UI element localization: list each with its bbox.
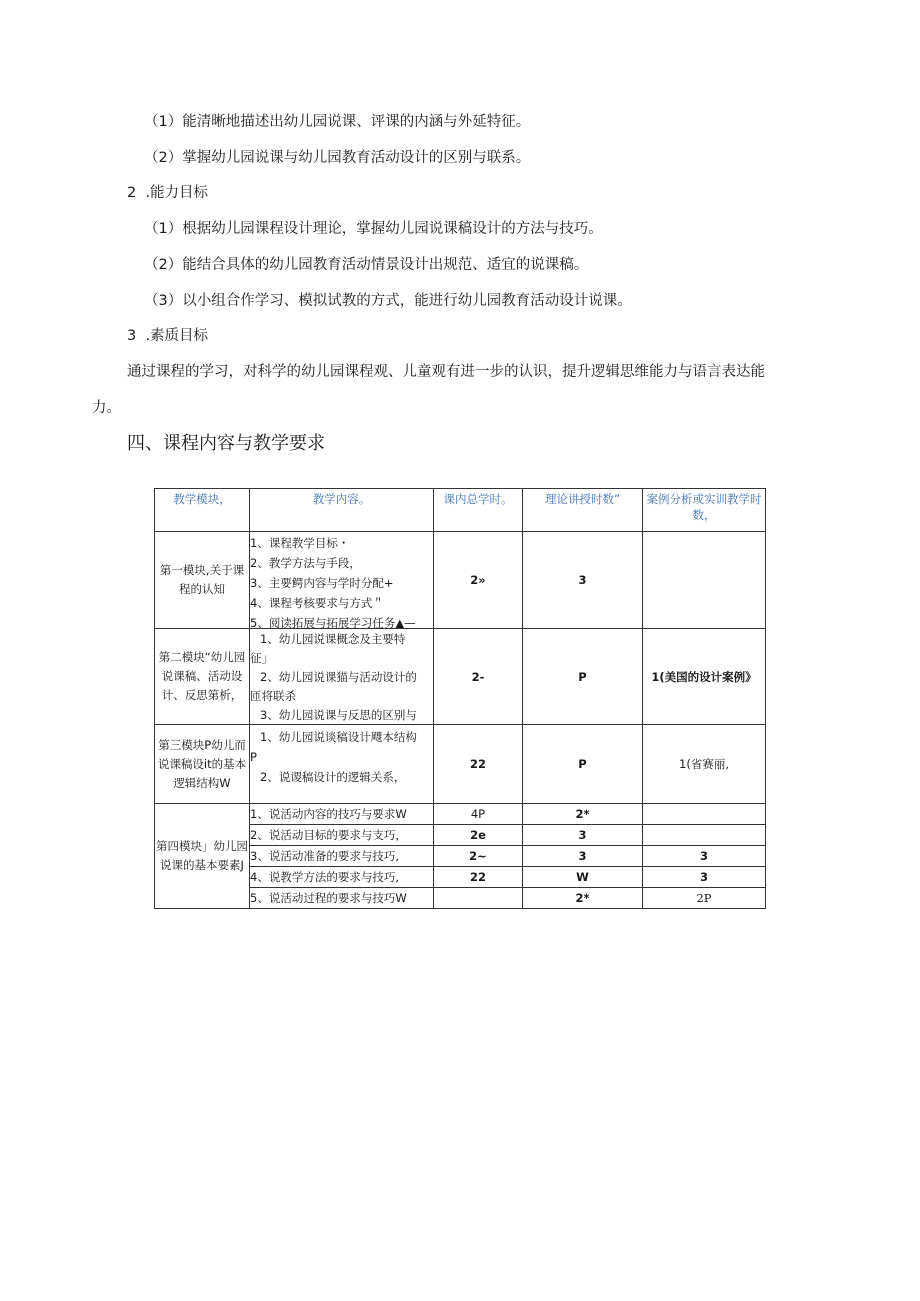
ability-goal-1: （1）根据幼儿园课程设计理论，掌握幼儿园说课稿设计的方法与技巧。 [144,221,603,237]
theory-hours-cell: P [523,629,643,725]
content-line: 1、幼儿园说课概念及主要特 [260,631,406,646]
content-line: 4、课程考核要求与方式＂ [250,595,384,610]
ability-goal-2: （2）能结合具体的幼儿园教育活动情景设计出规范、适宜的说课稿。 [144,257,589,273]
practice-hours-cell: 1(省赛丽, [643,725,766,804]
quality-goal-line-1: 通过课程的学习，对科学的幼儿园课程观、儿童观有进一步的认识，提升逻辑思维能力与语言表达能 [127,364,765,380]
theory-hours-cell: 3 [523,825,643,846]
content-cell: 3、说活动准备的要求与技巧, [250,846,434,867]
content-line: 1、幼儿园说谈稿设计飕本结构 [260,730,417,744]
content-cell: 4、说教学方法的要求与技巧, [250,867,434,888]
header-practice-hours: 案例分析或实训教学时数， [643,489,766,532]
practice-hours-cell [643,804,766,825]
ability-goal-3: （3）以小组合作学习、模拟试教的方式，能进行幼儿园教育活动设计说课。 [144,293,632,309]
content-line: 2、幼儿园说课猫与活动设计的 [260,669,417,684]
knowledge-goal-2: （2）掌握幼儿园说课与幼儿园教育活动设计的区别与联系。 [144,150,531,166]
table-row [155,532,766,629]
total-hours-cell: 2~ [434,846,523,867]
table-row [155,629,766,725]
knowledge-goal-1: （1）能清晰地描述出幼儿园说课、评课的内涵与外延特征。 [144,114,531,130]
content-cell [250,532,434,629]
theory-hours-cell: 2* [523,888,643,909]
practice-hours-cell: 1(美国的设计案例》 [643,629,766,725]
content-line: 匝将联杀 [250,688,296,703]
total-hours-cell: 22 [434,867,523,888]
table-header-row [155,489,766,532]
content-cell [250,725,434,804]
total-hours-cell: 2» [434,532,523,629]
content-line: 2、教学方法与手段， [250,555,361,570]
quality-goals-title: 3 .素质目标 [127,328,209,344]
content-line: 3、主要鳄内容与学时分配+ [250,575,394,590]
header-module: 教学模块， [155,489,250,532]
table-row [155,725,766,804]
table-row [155,804,766,825]
practice-hours-cell: 3 [643,846,766,867]
content-cell [250,629,434,725]
total-hours-cell: 2e [434,825,523,846]
ability-goals-title: 2 .能力目标 [127,185,209,201]
module-cell: 第二模块“幼儿园说课稿、活动设计、反思第析， [155,629,250,725]
total-hours-cell: 2- [434,629,523,725]
total-hours-cell: 22 [434,725,523,804]
content-cell: 2、说活动目标的要求与支巧， [250,825,434,846]
content-cell: 1、说活动内容的技巧与要求W [250,804,434,825]
theory-hours-cell: P [523,725,643,804]
practice-hours-cell [643,532,766,629]
quality-goal-line-2: 力。 [92,400,121,416]
section-heading: 四、课程内容与教学要求 [127,433,325,454]
theory-hours-cell: 3 [523,846,643,867]
module-cell: 第一模块,关于课程的认知 [155,532,250,629]
header-total-hours: 课内总学时。 [434,489,523,532]
practice-hours-cell: 3 [643,867,766,888]
theory-hours-cell: 2* [523,804,643,825]
header-content: 教学内容。 [250,489,434,532]
content-line: 3、幼儿园说课与反思的区别与 [260,707,417,722]
theory-hours-cell: W [523,867,643,888]
practice-hours-cell [643,825,766,846]
module-cell: 第四模块」幼儿园说课的基本要素J [155,804,250,909]
content-cell: 5、说活动过程的要求与技巧W [250,888,434,909]
practice-hours-cell: 2P [643,888,766,909]
total-hours-cell [434,888,523,909]
content-line: 2、说谡稿设计的逻辑关系， [260,770,406,784]
content-line: 1、课程教学目标・ [250,535,350,550]
content-line: 5、阅读拓展与拓展学习任务▲— [250,615,416,628]
header-theory-hours: 理论讲授时数” [523,489,643,532]
module-cell: 第三模块P幼儿而说课稿设it的基本逻辑结构W [155,725,250,804]
theory-hours-cell: 3 [523,532,643,629]
content-line: P [250,750,257,764]
total-hours-cell: 4P [434,804,523,825]
content-line: 征」 [250,650,273,665]
course-content-table [154,488,766,909]
